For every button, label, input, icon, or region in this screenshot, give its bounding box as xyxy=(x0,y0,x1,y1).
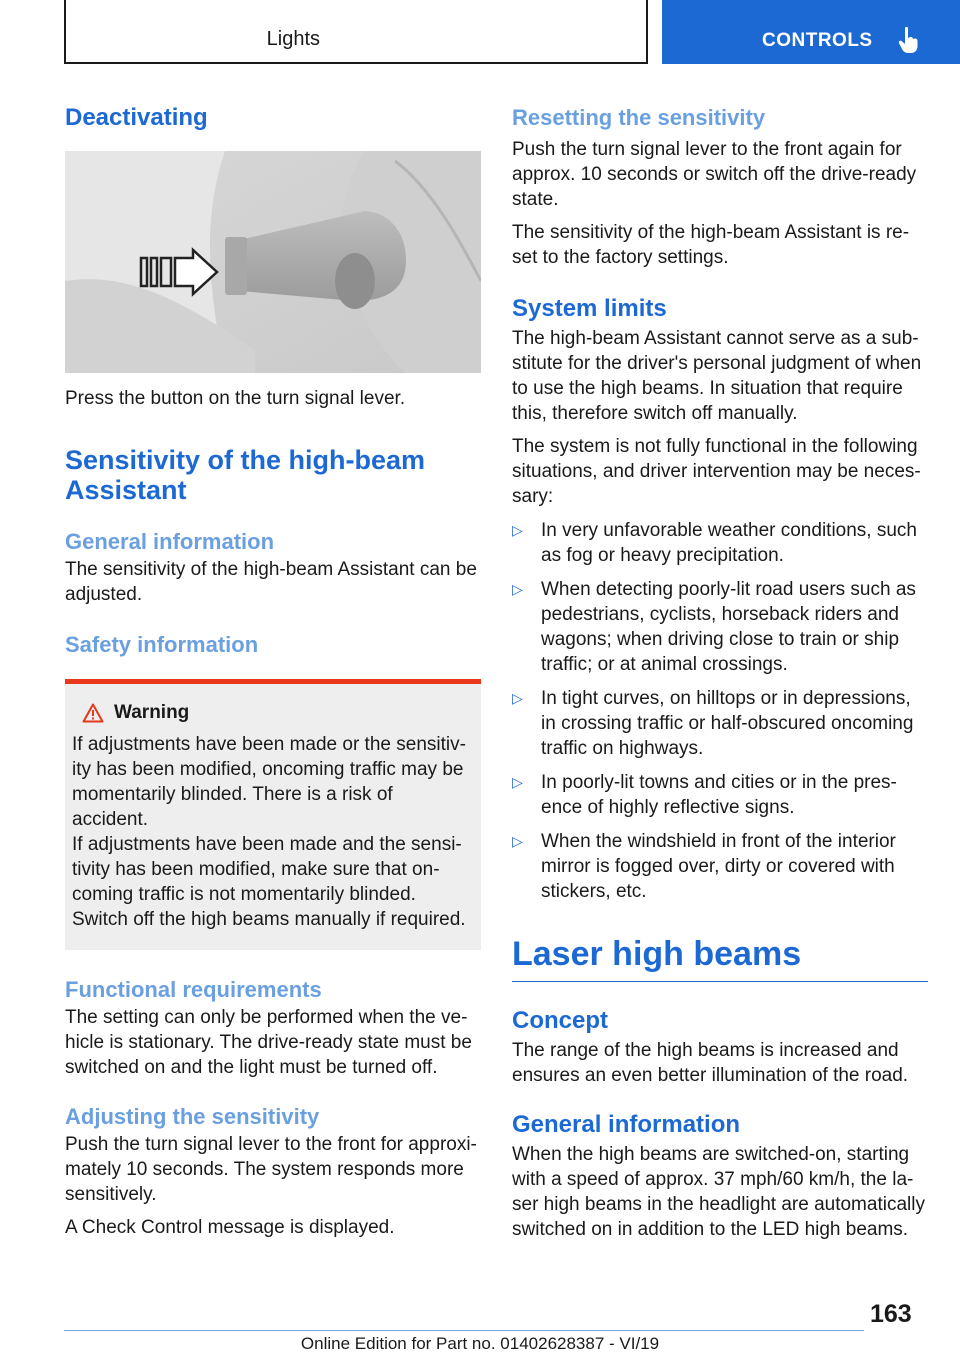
header-tab-controls[interactable] xyxy=(662,0,960,64)
list-item-text: When the windshield in front of the interior mirror is fogged over, dirty or covered with stickers, etc. xyxy=(541,831,896,902)
triangle-bullet-icon: ▷ xyxy=(512,581,523,597)
general-information-text: The sensitivity of the high-beam Assistant can be adjusted. xyxy=(65,559,477,605)
resetting-title: Resetting the sensitivity xyxy=(512,105,766,130)
list-item xyxy=(512,686,928,761)
triangle-bullet-icon: ▷ xyxy=(512,774,523,790)
header-section-box xyxy=(64,0,648,64)
triangle-bullet-icon: ▷ xyxy=(512,690,523,706)
adjusting-text: Push the turn signal lever to the front for approxi-mately 10 seconds. The system responds more sensitively. xyxy=(65,1134,477,1205)
warning-header xyxy=(72,702,473,724)
resetting-text: Push the turn signal lever to the front again for approx. 10 seconds or switch off the drive-ready state. xyxy=(512,139,917,210)
general-information-2-title: General information xyxy=(512,1111,741,1138)
concept-text: The range of the high beams is increased and ensures an even better illumination of the road. xyxy=(512,1040,909,1086)
left-column xyxy=(65,100,481,1240)
concept-title: Concept xyxy=(512,1007,608,1034)
triangle-bullet-icon: ▷ xyxy=(512,522,523,538)
warning-triangle-icon xyxy=(82,703,104,723)
section-rule xyxy=(512,981,928,982)
list-item-text: In very unfavorable weather conditions, such as fog or heavy precipitation. xyxy=(541,520,917,566)
turn-signal-lever-figure xyxy=(65,151,481,373)
turn-signal-lever-illustration xyxy=(65,151,481,373)
page-number: 163 xyxy=(870,1300,912,1328)
list-item xyxy=(512,518,928,568)
header-tab-label: CONTROLS xyxy=(762,30,873,51)
safety-information-title: Safety information xyxy=(65,632,259,657)
general-information-2-text: When the high beams are switched-on, starting with a speed of approx. 37 mph/60 km/h, the la-ser high beams in the headlight are automatically switched on in addition to the LED high beams. xyxy=(512,1144,925,1240)
adjusting-text-2: A Check Control message is displayed. xyxy=(65,1217,395,1238)
system-limits-text: The high-beam Assistant cannot serve as a sub-stitute for the driver's personal judgment of when to use the high beams. In situation that require this, therefore switch off manually. xyxy=(512,328,922,424)
system-limits-title: System limits xyxy=(512,295,667,322)
system-limits-list xyxy=(512,518,928,904)
list-item-text: When detecting poorly-lit road users such as pedestrians, cyclists, horseback riders and wagons; when driving close to train or ship traffic; or at animal crossings. xyxy=(541,579,916,675)
warning-box xyxy=(65,679,481,950)
laser-high-beams-title: Laser high beams xyxy=(512,935,802,973)
system-limits-text-2: The system is not fully functional in the following situations, and driver intervention may be neces-sary: xyxy=(512,436,921,507)
sensitivity-title: Sensitivity of the high-beam Assistant xyxy=(65,445,426,505)
list-item xyxy=(512,770,928,820)
hand-pointer-icon xyxy=(898,26,920,54)
functional-requirements-text: The setting can only be performed when the ve-hicle is stationary. The drive-ready state must be switched on and the light must be turned off. xyxy=(65,1007,472,1078)
resetting-text-2: The sensitivity of the high-beam Assistant is re-set to the factory settings. xyxy=(512,222,910,268)
triangle-bullet-icon: ▷ xyxy=(512,833,523,849)
deactivating-title: Deactivating xyxy=(65,104,208,131)
figure-caption: Press the button on the turn signal lever. xyxy=(65,388,406,409)
header-section-title: Lights xyxy=(266,28,320,50)
footer-rule xyxy=(64,1330,864,1331)
list-item xyxy=(512,577,928,677)
list-item-text: In poorly-lit towns and cities or in the pres-ence of highly reflective signs. xyxy=(541,772,897,818)
adjusting-title: Adjusting the sensitivity xyxy=(65,1104,320,1129)
right-column xyxy=(512,100,928,1242)
list-item xyxy=(512,829,928,904)
footer-edition: Online Edition for Part no. 01402628387 - VI/19 xyxy=(300,1334,660,1353)
general-information-title: General information xyxy=(65,529,275,554)
warning-text-2: If adjustments have been made and the sensi-tivity has been modified, make sure that on-coming traffic is not momentarily blinded. Switch off the high beams manually if required. xyxy=(72,834,466,930)
functional-requirements-title: Functional requirements xyxy=(65,977,322,1002)
warning-text-1: If adjustments have been made or the sensitiv-ity has been modified, oncoming traffic may be momentarily blinded. There is a risk of accident. xyxy=(72,734,466,830)
list-item-text: In tight curves, on hilltops or in depressions, in crossing traffic or half-obscured oncoming traffic on highways. xyxy=(541,688,914,759)
warning-label: Warning xyxy=(114,702,190,723)
